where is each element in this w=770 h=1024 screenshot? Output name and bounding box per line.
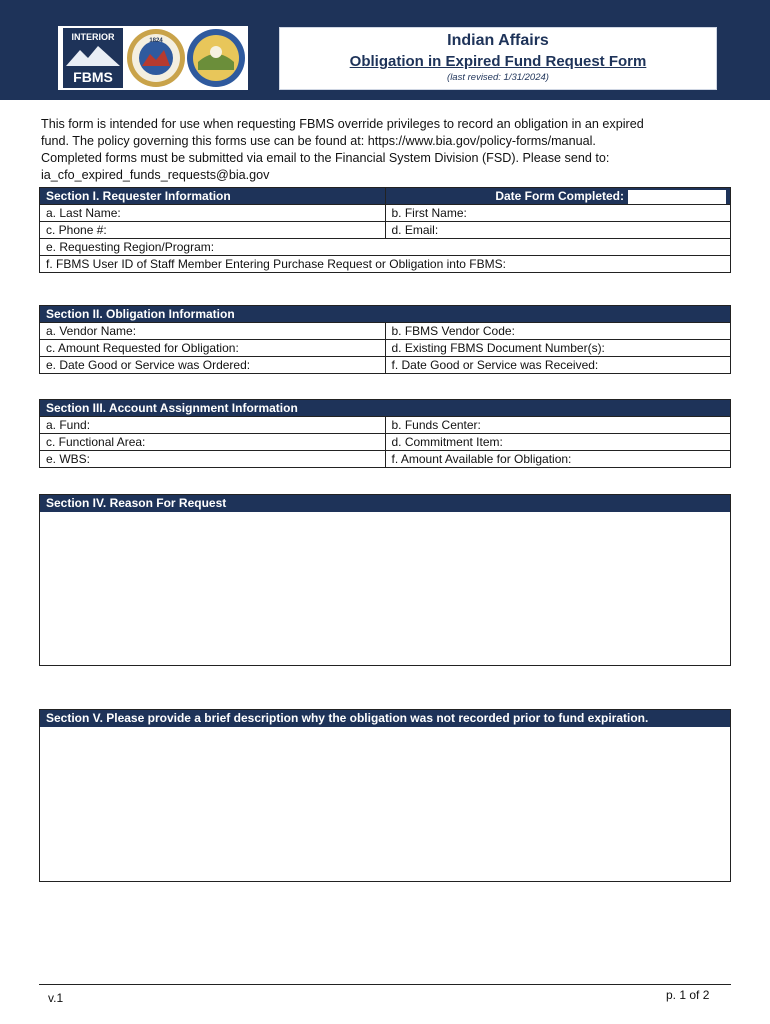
logo-interior-text: INTERIOR [71, 32, 115, 42]
footer-divider [39, 984, 731, 985]
reason-for-request-field[interactable] [40, 512, 730, 666]
fbms-user-id-field[interactable]: f. FBMS User ID of Staff Member Entering Purchase Request or Obligation into FBMS: [40, 256, 731, 273]
section-5-title: Section V. Please provide a brief description why the obligation was not recorded prior to fund expiration. [40, 710, 730, 727]
funds-center-field[interactable]: b. Funds Center: [385, 417, 731, 434]
version-label: v.1 [48, 991, 64, 1005]
revision-date: (last revised: 1/31/2024) [447, 72, 549, 83]
commitment-item-field[interactable]: d. Commitment Item: [385, 434, 731, 451]
form-title-box [279, 27, 717, 90]
intro-line: fund. The policy governing this forms use can be found at: https://www.bia.gov/policy-forms/manual. [41, 134, 596, 148]
section-3-title: Section III. Account Assignment Information [40, 400, 731, 417]
intro-line: This form is intended for use when requesting FBMS override privileges to record an obligation in an expired [41, 117, 644, 131]
section-4-title: Section IV. Reason For Request [40, 495, 730, 512]
intro-email: ia_cfo_expired_funds_requests@bia.gov [41, 168, 270, 182]
agency-logos-icon [58, 26, 248, 90]
vendor-name-field[interactable]: a. Vendor Name: [40, 323, 386, 340]
logo-group [58, 26, 248, 90]
agency-title: Indian Affairs [447, 32, 549, 49]
functional-area-field[interactable]: c. Functional Area: [40, 434, 386, 451]
date-completed-cell [385, 188, 731, 205]
section-5-box [39, 709, 731, 882]
section-1-title: Section I. Requester Information [40, 188, 386, 205]
email-field[interactable]: d. Email: [385, 222, 731, 239]
date-completed-label: Date Form Completed: [495, 189, 624, 203]
page-number: p. 1 of 2 [666, 988, 710, 1002]
document-number-field[interactable]: d. Existing FBMS Document Number(s): [385, 340, 731, 357]
amount-requested-field[interactable]: c. Amount Requested for Obligation: [40, 340, 386, 357]
wbs-field[interactable]: e. WBS: [40, 451, 386, 468]
section-2-title: Section II. Obligation Information [40, 306, 731, 323]
fund-field[interactable]: a. Fund: [40, 417, 386, 434]
amount-available-field[interactable]: f. Amount Available for Obligation: [385, 451, 731, 468]
section-4-box [39, 494, 731, 666]
first-name-field[interactable]: b. First Name: [385, 205, 731, 222]
description-field[interactable] [40, 727, 730, 882]
seal-year-text: 1824 [149, 38, 163, 44]
intro-paragraph [41, 116, 731, 184]
form-title: Obligation in Expired Fund Request Form [349, 53, 647, 70]
date-ordered-field[interactable]: e. Date Good or Service was Ordered: [40, 357, 386, 374]
date-received-field[interactable]: f. Date Good or Service was Received: [385, 357, 731, 374]
intro-line: Completed forms must be submitted via email to the Financial System Division (FSD). Please send to: [41, 151, 610, 165]
vendor-code-field[interactable]: b. FBMS Vendor Code: [385, 323, 731, 340]
date-completed-field[interactable] [628, 190, 726, 204]
phone-field[interactable]: c. Phone #: [40, 222, 386, 239]
section-1-table [39, 187, 731, 273]
section-2-table [39, 305, 731, 374]
logo-fbms-text: FBMS [73, 69, 113, 85]
last-name-field[interactable]: a. Last Name: [40, 205, 386, 222]
requesting-region-field[interactable]: e. Requesting Region/Program: [40, 239, 731, 256]
section-3-table [39, 399, 731, 468]
